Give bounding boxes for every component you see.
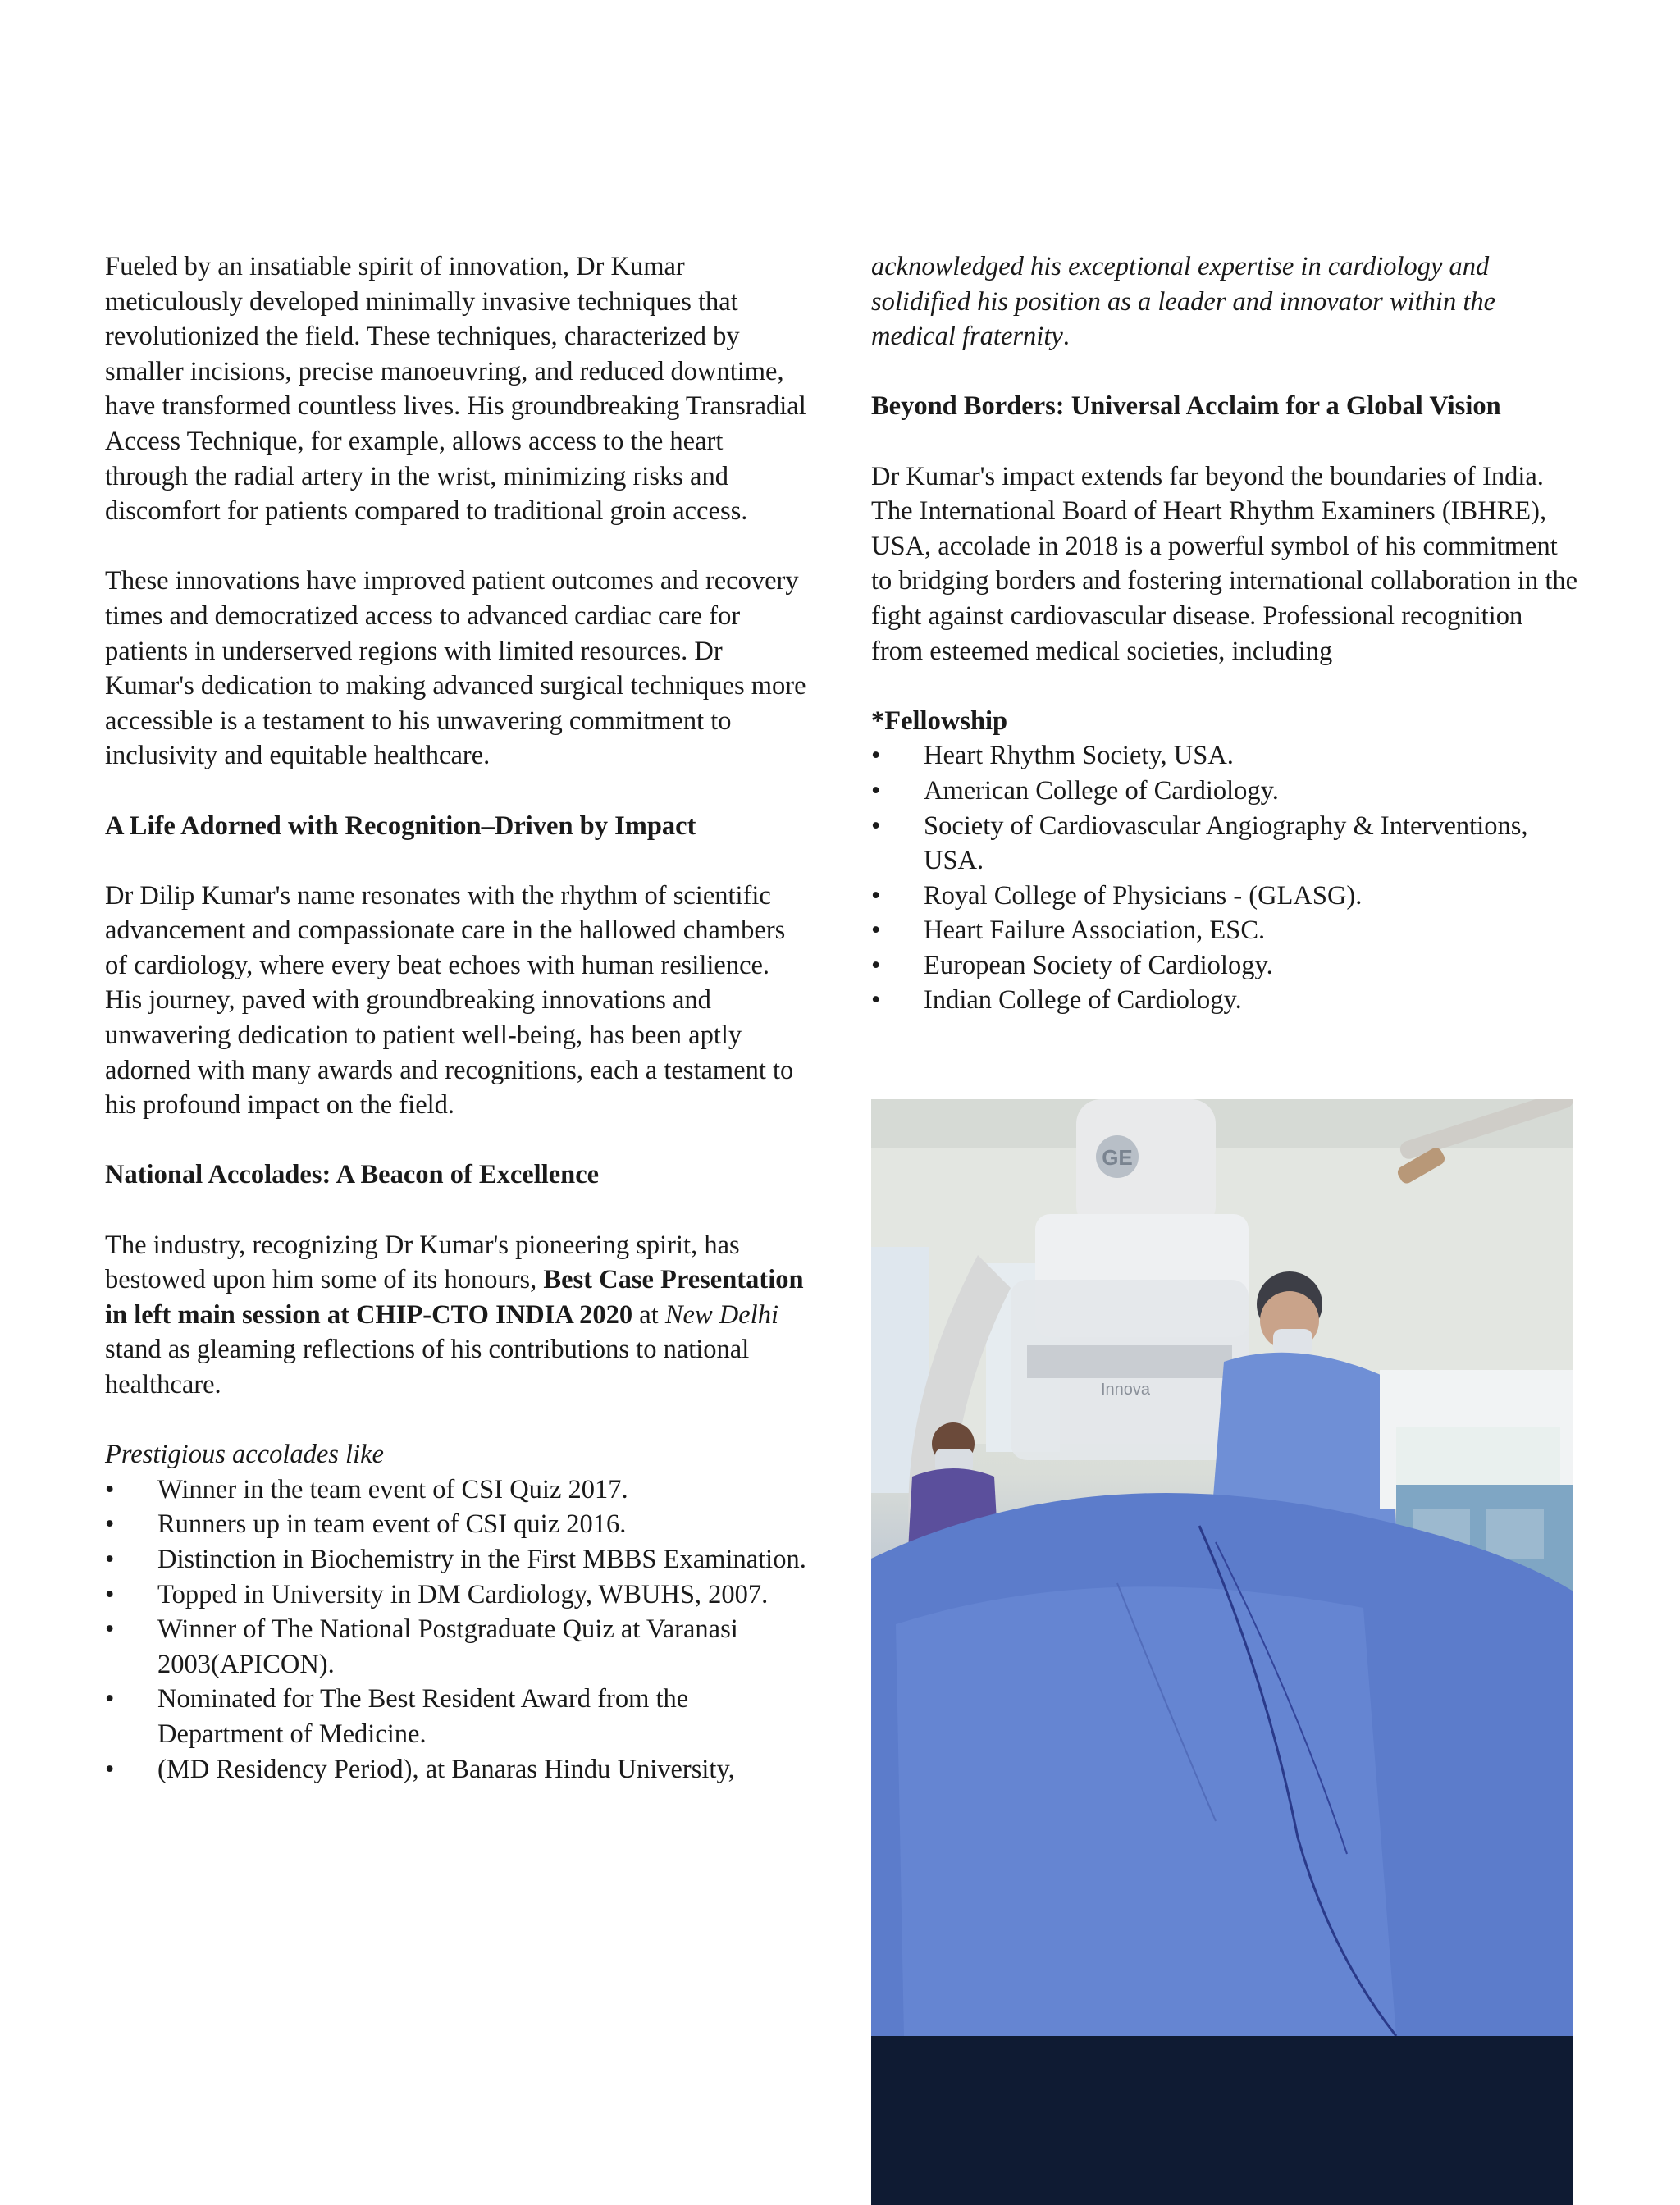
list-item: • Runners up in team event of CSI quiz 2016. xyxy=(105,1507,812,1542)
global-acclaim-heading: Beyond Borders: Universal Acclaim for a Global Vision xyxy=(871,391,1501,422)
intro-paragraph: Fueled by an insatiable spirit of innovation, Dr Kumar meticulously developed minimally invasive techniques that revolutionized the field. These techniques, characterized by smaller incisions, precise manoeuvring, and reduced downtime, have transformed countless lives. His groundbreaking Transradial Access Technique, for example, allows access to the heart through the radial artery in the wrist, minimizing risks and discomfort for patients compared to traditional groin access. xyxy=(105,252,806,527)
accolades-list xyxy=(105,1472,812,1787)
award-location: New Delhi xyxy=(664,1299,778,1330)
fellowship-heading: *Fellowship xyxy=(871,705,1008,736)
recognition-heading: A Life Adorned with Recognition–Driven by Impact xyxy=(105,810,696,841)
cath-lab-illustration xyxy=(871,1099,1573,2036)
list-item: • Indian College of Cardiology. xyxy=(871,983,1578,1018)
list-item: • Heart Failure Association, ESC. xyxy=(871,913,1578,948)
left-column xyxy=(105,249,812,1787)
fellowship-list xyxy=(871,738,1578,1018)
list-item: • Distinction in Biochemistry in the First MBBS Examination. xyxy=(105,1542,812,1577)
award-highlight: Best Case Presentation in left main session at CHIP-CTO INDIA 2020 xyxy=(105,1265,804,1330)
dark-footer-block xyxy=(871,2036,1573,2205)
list-item: • Nominated for The Best Resident Award from the Department of Medicine. xyxy=(105,1682,812,1751)
global-acclaim-paragraph: Dr Kumar's impact extends far beyond the boundaries of India. The International Board of Heart Rhythm Examiners (IBHRE), USA, accolade in 2018 is a powerful symbol of his commitment to bridging borders and fostering international collaboration in the fight against cardiovascular disease. Professional recognition from esteemed medical societies, including xyxy=(871,461,1578,666)
continued-paragraph: acknowledged his exceptional expertise in cardiology and solidified his position as a leader and innovator within the medical fraternity. xyxy=(871,252,1496,352)
list-item: • European Society of Cardiology. xyxy=(871,948,1578,984)
right-column xyxy=(871,249,1578,1018)
ge-logo: GE xyxy=(1102,1145,1133,1170)
list-item: • Topped in University in DM Cardiology, WBUHS, 2007. xyxy=(105,1577,812,1613)
list-item: • Royal College of Physicians - (GLASG). xyxy=(871,879,1578,914)
list-item: • Society of Cardiovascular Angiography & Interventions, USA. xyxy=(871,809,1578,879)
cath-lab-photo xyxy=(871,1099,1573,2036)
list-item: • Heart Rhythm Society, USA. xyxy=(871,738,1578,774)
list-item: • (MD Residency Period), at Banaras Hindu University, xyxy=(105,1752,812,1787)
equipment-label: Innova xyxy=(1100,1381,1151,1399)
accolades-intro: Prestigious accolades like xyxy=(105,1440,384,1470)
list-item: • Winner in the team event of CSI Quiz 2017. xyxy=(105,1472,812,1508)
innovations-paragraph: These innovations have improved patient outcomes and recovery times and democratized access to advanced cardiac care for patients in underserved regions with limited resources. Dr Kumar's dedication to making advanced surgical techniques more accessible is a testament to his unwavering commitment to inclusivity and equitable healthcare. xyxy=(105,566,806,771)
national-accolades-paragraph: The industry, recognizing Dr Kumar's pioneering spirit, has bestowed upon him some of its honours, Best Case Presentation in left main session at CHIP-CTO INDIA 2020 at New Delhi stand as gleaming reflections of his contributions to national healthcare. xyxy=(105,1230,804,1399)
list-item: • Winner of The National Postgraduate Quiz at Varanasi 2003(APICON). xyxy=(105,1612,812,1682)
national-accolades-heading: National Accolades: A Beacon of Excellence xyxy=(105,1160,600,1190)
recognition-paragraph: Dr Dilip Kumar's name resonates with the rhythm of scientific advancement and compassionate care in the hallowed chambers of cardiology, where every beat echoes with human resilience. His journey, paved with groundbreaking innovations and unwavering dedication to patient well-being, has been aptly adorned with many awards and recognitions, each a testament to his profound impact on the field. xyxy=(105,880,794,1121)
list-item: • American College of Cardiology. xyxy=(871,774,1578,809)
